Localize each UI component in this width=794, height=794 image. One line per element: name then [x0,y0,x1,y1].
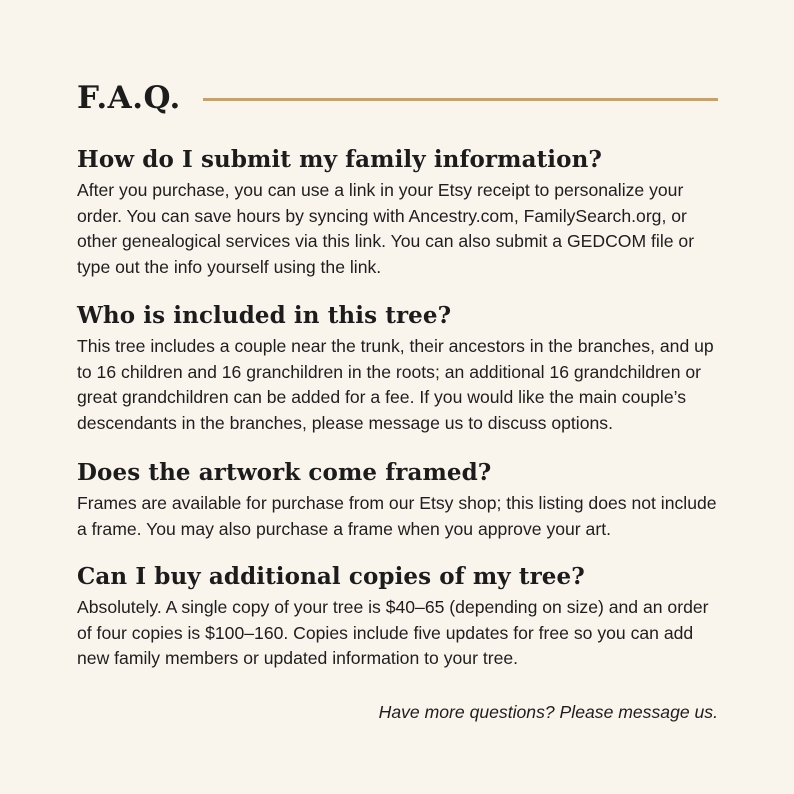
page-title: F.A.Q. [77,80,181,116]
faq-question: How do I submit my family information? [77,146,602,173]
faq-answer: After you purchase, you can use a link in your Etsy receipt to personalize your order. You can save hours by syncing with Ancestry.com, FamilySearch.org, or other genealogical services via this link. You can also submit a GEDCOM file or type out the info yourself using the link. [77,180,695,277]
faq-answer: Frames are available for purchase from our Etsy shop; this listing does not include a frame. You may also purchase a frame when you approve your art. [77,493,717,539]
contact-note: Have more questions? Please message us. [378,701,718,722]
faq-item [77,455,718,542]
faq-item [77,142,718,280]
faq-item [77,559,718,672]
faq-answer: Absolutely. A single copy of your tree is $40–65 (depending on size) and an order of four copies is $100–160. Copies include five updates for free so you can add new family members or updated information to your tree. [77,597,709,668]
title-divider [203,98,718,101]
faq-answer: This tree includes a couple near the trunk, their ancestors in the branches, and up to 16 children and 16 granchildren in the roots; an additional 16 grandchildren or great grandchildren can be added for a fee. If you would like the main couple’s descendants in the branches, please message us to discuss options. [77,336,714,433]
faq-header [77,72,718,124]
faq-page [77,72,718,740]
faq-question: Does the artwork come framed? [77,459,492,486]
faq-item [77,298,718,436]
faq-question: Who is included in this tree? [77,302,452,329]
faq-question: Can I buy additional copies of my tree? [77,563,585,590]
